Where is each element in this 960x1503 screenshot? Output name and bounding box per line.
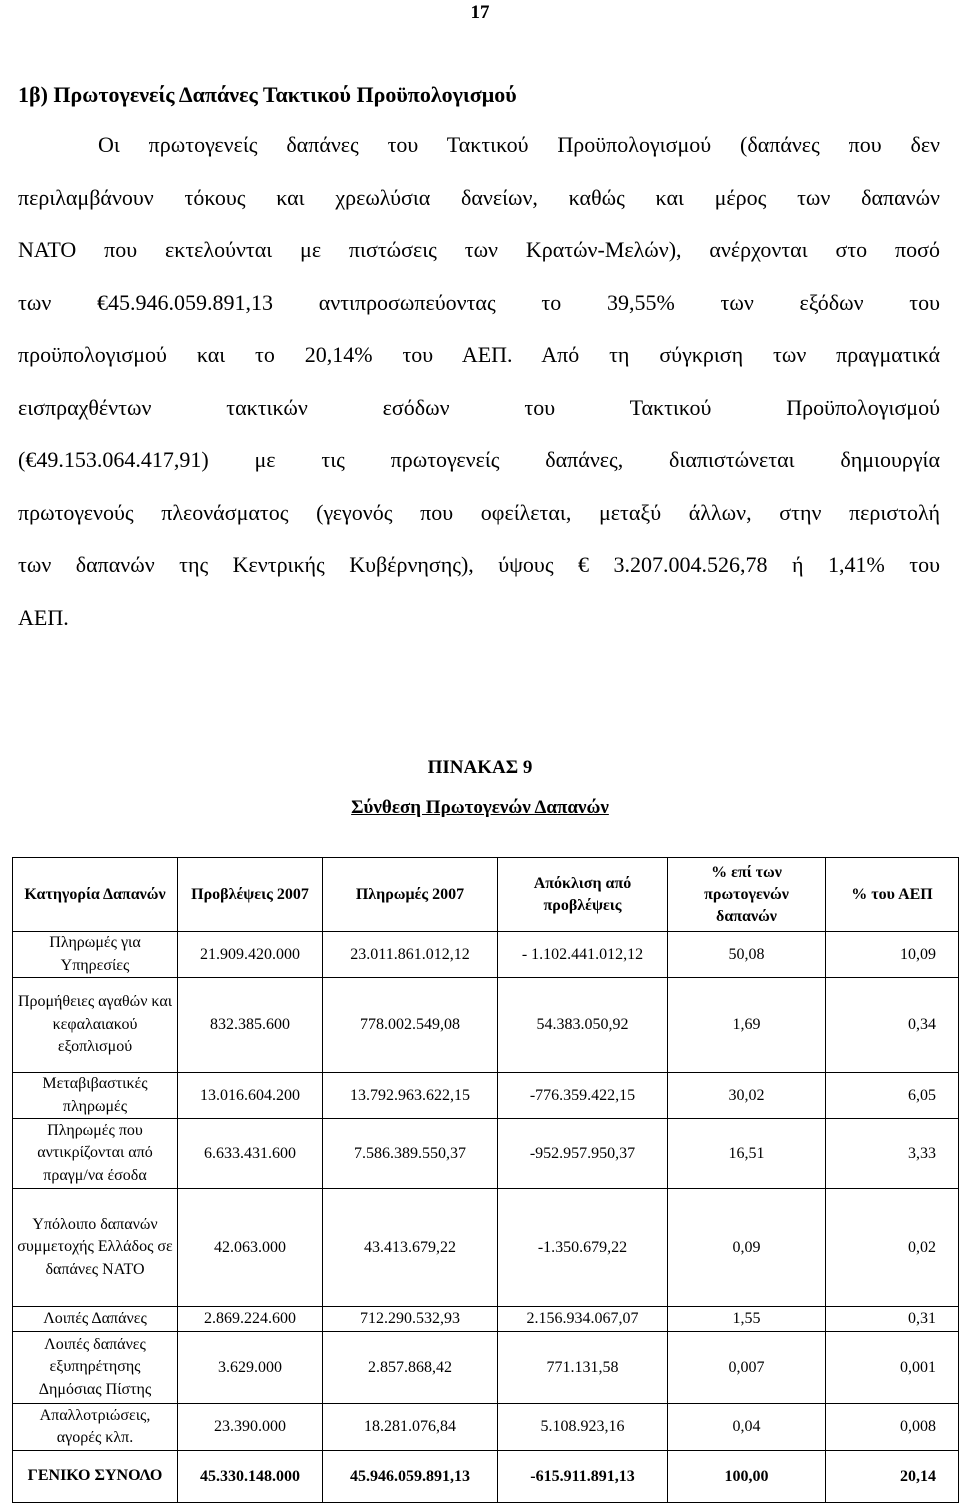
cell-forecasts: 23.390.000 <box>178 1404 323 1451</box>
table-row <box>13 1404 959 1451</box>
cell-category: Λοιπές δαπάνες εξυπηρέτησης Δημόσιας Πίστης <box>13 1332 178 1404</box>
cell-pct-primary: 30,02 <box>668 1073 826 1119</box>
cell-category: Απαλλοτριώσεις, αγορές κλπ. <box>13 1404 178 1451</box>
cell-forecasts: 6.633.431.600 <box>178 1119 323 1189</box>
cell-category: Πληρωμές που αντικρίζονται από πραγμ/να έσοδα <box>13 1119 178 1189</box>
cell-category: Πληρωμές για Υπηρεσίες <box>13 932 178 978</box>
cell-pct-primary: 100,00 <box>668 1451 826 1503</box>
cell-forecasts: 42.063.000 <box>178 1189 323 1307</box>
cell-payments: 712.290.532,93 <box>323 1307 498 1332</box>
cell-pct-gdp: 0,34 <box>826 978 959 1073</box>
cell-pct-primary: 50,08 <box>668 932 826 978</box>
cell-pct-gdp: 0,02 <box>826 1189 959 1307</box>
table-row <box>13 1073 959 1119</box>
cell-category: Λοιπές Δαπάνες <box>13 1307 178 1332</box>
table-row <box>13 1189 959 1307</box>
cell-pct-primary: 0,09 <box>668 1189 826 1307</box>
paragraph-line: πρωτογενούς πλεονάσματος (γεγονός που οφείλεται, μεταξύ άλλων, στην περιστολή <box>18 499 940 525</box>
paragraph-line: ΑΕΠ. <box>18 604 69 630</box>
header-forecasts: Προβλέψεις 2007 <box>178 858 323 932</box>
cell-payments: 45.946.059.891,13 <box>323 1451 498 1503</box>
cell-pct-gdp: 6,05 <box>826 1073 959 1119</box>
table-title: ΠΙΝΑΚΑΣ 9 <box>427 757 533 778</box>
cell-pct-primary: 0,04 <box>668 1404 826 1451</box>
table-row <box>13 978 959 1073</box>
table-row <box>13 1119 959 1189</box>
cell-forecasts: 13.016.604.200 <box>178 1073 323 1119</box>
paragraph-line: των €45.946.059.891,13 αντιπροσωπεύοντας το 39,55% των εξόδων του <box>18 289 940 315</box>
cell-deviation: 5.108.923,16 <box>498 1404 668 1451</box>
paragraph-line: των δαπανών της Κεντρικής Κυβέρνησης), ύψους € 3.207.004.526,78 ή 1,41% του <box>18 552 940 577</box>
table-subtitle: Σύνθεση Πρωτογενών Δαπανών <box>351 797 609 818</box>
cell-deviation: 771.131,58 <box>498 1332 668 1404</box>
cell-forecasts: 3.629.000 <box>178 1332 323 1404</box>
cell-payments: 18.281.076,84 <box>323 1404 498 1451</box>
paragraph-line: (€49.153.064.417,91) με τις πρωτογενείς δαπάνες, διαπιστώνεται δημιουργία <box>18 447 940 472</box>
header-payments: Πληρωμές 2007 <box>323 858 498 932</box>
table-row <box>13 1307 959 1332</box>
cell-pct-primary: 1,55 <box>668 1307 826 1332</box>
cell-payments: 43.413.679,22 <box>323 1189 498 1307</box>
paragraph-line: προϋπολογισμού και το 20,14% του ΑΕΠ. Από τη σύγκριση των πραγματικά <box>18 342 940 367</box>
paragraph-line: περιλαμβάνουν τόκους και χρεωλύσια δανείων, καθώς και μέρος των δαπανών <box>18 184 940 210</box>
cell-category: Υπόλοιπο δαπανών συμμετοχής Ελλάδος σε δαπάνες ΝΑΤΟ <box>13 1189 178 1307</box>
cell-pct-gdp: 0,31 <box>826 1307 959 1332</box>
paragraph-line: εισπραχθέντων τακτικών εσόδων του Τακτικού Προϋπολογισμού <box>18 394 940 420</box>
cell-pct-primary: 16,51 <box>668 1119 826 1189</box>
cell-payments: 778.002.549,08 <box>323 978 498 1073</box>
cell-deviation: -952.957.950,37 <box>498 1119 668 1189</box>
cell-deviation: -615.911.891,13 <box>498 1451 668 1503</box>
cell-pct-gdp: 3,33 <box>826 1119 959 1189</box>
cell-payments: 2.857.868,42 <box>323 1332 498 1404</box>
cell-pct-gdp: 0,008 <box>826 1404 959 1451</box>
header-category: Κατηγορία Δαπανών <box>13 858 178 932</box>
cell-pct-gdp: 10,09 <box>826 932 959 978</box>
body-paragraph <box>18 119 940 644</box>
cell-pct-gdp: 0,001 <box>826 1332 959 1404</box>
table-row <box>13 1332 959 1404</box>
cell-forecasts: 2.869.224.600 <box>178 1307 323 1332</box>
cell-deviation: -776.359.422,15 <box>498 1073 668 1119</box>
cell-forecasts: 832.385.600 <box>178 978 323 1073</box>
paragraph-line: ΝΑΤΟ που εκτελούνται με πιστώσεις των Κρατών-Μελών), ανέρχονται στο ποσό <box>18 237 940 262</box>
table-total-row <box>13 1451 959 1503</box>
cell-forecasts: 45.330.148.000 <box>178 1451 323 1503</box>
cell-category: Μεταβιβαστικές πληρωμές <box>13 1073 178 1119</box>
table-header-row <box>13 858 959 932</box>
cell-deviation: -1.350.679,22 <box>498 1189 668 1307</box>
cell-deviation: - 1.102.441.012,12 <box>498 932 668 978</box>
section-title: 1β) Πρωτογενείς Δαπάνες Τακτικού Προϋπολογισμού <box>18 82 517 107</box>
paragraph-line: Οι πρωτογενείς δαπάνες του Τακτικού Προϋπολογισμού (δαπάνες που δεν <box>98 132 940 157</box>
page-number: 17 <box>470 2 490 23</box>
cell-pct-primary: 0,007 <box>668 1332 826 1404</box>
cell-payments: 13.792.963.622,15 <box>323 1073 498 1119</box>
cell-forecasts: 21.909.420.000 <box>178 932 323 978</box>
cell-deviation: 54.383.050,92 <box>498 978 668 1073</box>
cell-payments: 23.011.861.012,12 <box>323 932 498 978</box>
primary-expenditure-table <box>12 857 959 1503</box>
cell-pct-gdp: 20,14 <box>826 1451 959 1503</box>
header-pct-primary: % επί των πρωτογενών δαπανών <box>668 858 826 932</box>
header-deviation: Απόκλιση από προβλέψεις <box>498 858 668 932</box>
cell-category: ΓΕΝΙΚΟ ΣΥΝΟΛΟ <box>13 1451 178 1503</box>
header-pct-gdp: % του ΑΕΠ <box>826 858 959 932</box>
cell-pct-primary: 1,69 <box>668 978 826 1073</box>
cell-payments: 7.586.389.550,37 <box>323 1119 498 1189</box>
cell-category: Προμήθειες αγαθών και κεφαλαιακού εξοπλισμού <box>13 978 178 1073</box>
table-row <box>13 932 959 978</box>
cell-deviation: 2.156.934.067,07 <box>498 1307 668 1332</box>
